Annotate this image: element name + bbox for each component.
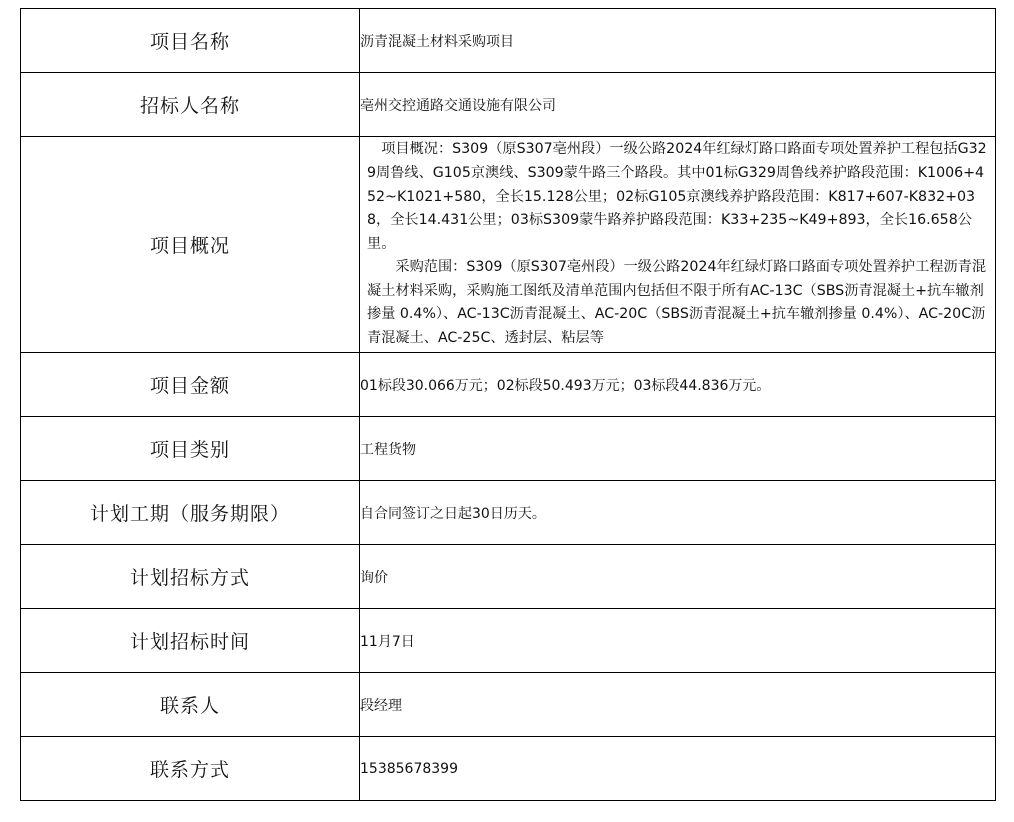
table-row <box>21 353 996 417</box>
project-amount-label: 项目金额 <box>21 353 360 417</box>
table-row <box>21 545 996 609</box>
contact-phone-label: 联系方式 <box>21 737 360 801</box>
tenderer-name-label: 招标人名称 <box>21 73 360 137</box>
procurement-info-table <box>20 8 996 801</box>
table-row <box>21 481 996 545</box>
tender-method-label: 计划招标方式 <box>21 545 360 609</box>
project-name-value: 沥青混凝土材料采购项目 <box>360 9 996 73</box>
tender-time-label: 计划招标时间 <box>21 609 360 673</box>
tender-time-value: 11月7日 <box>360 609 996 673</box>
contact-person-value: 段经理 <box>360 673 996 737</box>
project-amount-value: 01标段30.066万元；02标段50.493万元；03标段44.836万元。 <box>360 353 996 417</box>
project-overview-value <box>360 137 996 353</box>
overview-paragraph: 项目概况：S309（原S307亳州段）一级公路2024年红绿灯路口路面专项处置养护工程包括G329周鲁线、G105京澳线、S309蒙牛路三个路段。其中01标G329周鲁线养护路段范围：K1006+452~K1021+580，全长15.128公里；02标G105京澳线养护路段范围：K817+607-K832+038，全长14.431公里；03标S309蒙牛路养护路段范围：K33+235~K49+893，全长16.658公里。 <box>367 141 987 252</box>
procurement-scope-paragraph: 采购范围：S309（原S307亳州段）一级公路2024年红绿灯路口路面专项处置养护工程沥青混凝土材料采购，采购施工图纸及清单范围内包括但不限于所有AC-13C（SBS沥青混凝土+抗车辙剂掺量 0.4%）、AC-13C沥青混凝土、AC-20C（SBS沥青混凝土+抗车辙剂掺量 0.4%）、AC-20C沥青混凝土、AC-25C、透封层、粘层等 <box>367 259 987 347</box>
planned-duration-value: 自合同签订之日起30日历天。 <box>360 481 996 545</box>
project-category-value: 工程货物 <box>360 417 996 481</box>
tenderer-name-value: 亳州交控通路交通设施有限公司 <box>360 73 996 137</box>
planned-duration-label: 计划工期（服务期限） <box>21 481 360 545</box>
tender-method-value: 询价 <box>360 545 996 609</box>
table-row <box>21 9 996 73</box>
contact-person-label: 联系人 <box>21 673 360 737</box>
contact-phone-value: 15385678399 <box>360 737 996 801</box>
table-row <box>21 673 996 737</box>
table-row <box>21 737 996 801</box>
table-row <box>21 609 996 673</box>
table-row <box>21 417 996 481</box>
project-overview-label: 项目概况 <box>21 137 360 353</box>
table-row <box>21 137 996 353</box>
project-category-label: 项目类别 <box>21 417 360 481</box>
table-row <box>21 73 996 137</box>
project-name-label: 项目名称 <box>21 9 360 73</box>
